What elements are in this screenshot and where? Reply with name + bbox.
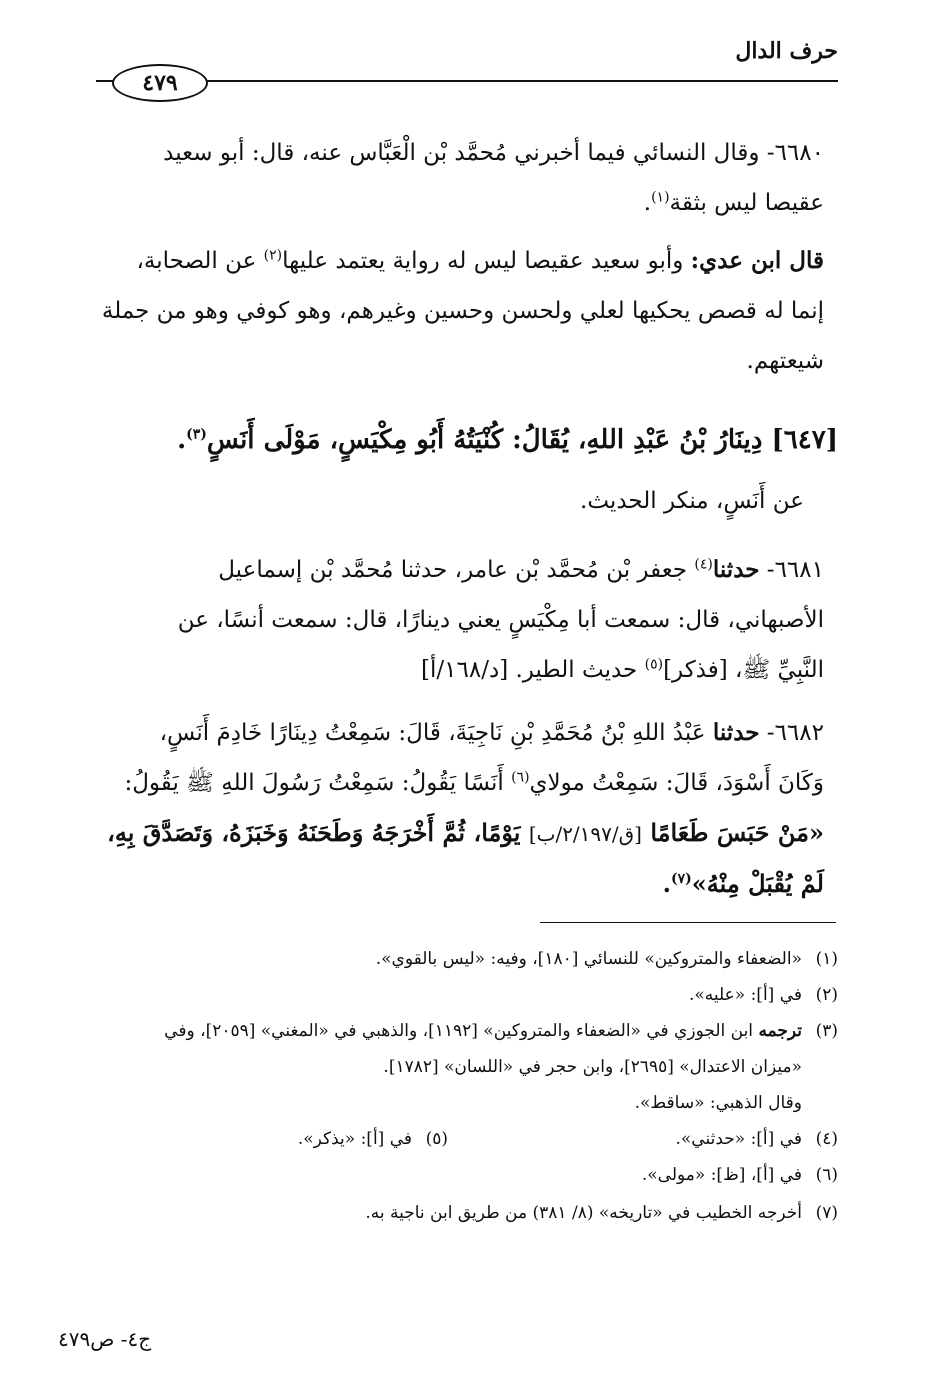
footnote-2-text: في [أ]: «عليه». <box>688 985 802 1005</box>
footnote-3-line3: وقال الذهبي: «ساقط». <box>634 1093 802 1113</box>
entry-647-heading: [٦٤٧] دِينَارُ بْنُ عَبْدِ اللهِ، يُقَالُ: كُنْيَتُهُ أَبُو مِكْيَسٍ، مَوْلَى أَنَسٍ$^{(٣)}$. <box>177 425 838 455</box>
footnote-ref-5[interactable]: (٥) <box>644 656 664 673</box>
footnote-2-number: (٢) <box>815 985 838 1005</box>
entry-647 <box>52 415 838 465</box>
footnote-7-text: أخرجه الخطيب في «تاريخه» (٨/ ٣٨١) من طريق ابن ناجية به. <box>365 1203 802 1223</box>
paragraph-6680-text: عقيصا ليس بثقة <box>669 190 824 216</box>
footnote-3-text: ابن الجوزي في «الضعفاء والمتروكين» [١١٩٢]، والذهبي في «المغني» [٢٠٥٩]، وفي <box>164 1021 754 1041</box>
footnote-6-number: (٦) <box>815 1165 838 1185</box>
footnote-1 <box>376 948 838 970</box>
paragraph-6681 <box>52 545 824 695</box>
footnote-3-label: ترجمه <box>758 1021 802 1041</box>
footnote-ref-1[interactable]: (١) <box>651 189 670 206</box>
footnote-5-number: (٥) <box>425 1129 448 1149</box>
footnote-ref-6[interactable]: (٦) <box>511 769 530 786</box>
hadith-text-end: لَمْ يُقْبَلْ مِنْهُ» <box>691 869 824 898</box>
footnote-ref-3[interactable]: (٣) <box>186 426 207 443</box>
paragraph-6681-line1 <box>52 545 824 595</box>
paragraph-6680-line1: ٦٦٨٠- وقال النسائي فيما أخبرني مُحمَّد بْن الْعَبَّاس عنه، قال: أبو سعيد <box>163 140 824 166</box>
paragraph-6681-text3a: النَّبِيِّ ﷺ، [فذكر] <box>663 657 824 683</box>
paragraph-6682-text1: عَبْدُ اللهِ بْنُ مُحَمَّدِ بْنِ نَاجِيَةَ، قَالَ: سَمِعْتُ دِينَارًا خَادِمَ أَنَسٍ، <box>159 720 706 746</box>
ibn-adi-line2: إنما له قصص يحكيها لعلي ولحسن وحسين وغيرهم، وهو كوفي وهو من جملة <box>101 298 824 324</box>
ibn-adi-line1 <box>52 236 824 286</box>
paragraph-6680-line2: عقيصا ليس بثقة$^{(١)}$. <box>643 189 824 216</box>
paragraph-6682-line3 <box>52 808 824 859</box>
paragraph-6681-label: حدثنا <box>712 556 760 583</box>
paragraph-6682-label: حدثنا <box>712 719 760 746</box>
footnote-3-line2: «ميزان الاعتدال» [٢٦٩٥]، وابن حجر في «اللسان» [١٧٨٢]. <box>383 1057 802 1077</box>
footnote-3-number: (٣) <box>815 1021 838 1041</box>
ibn-adi-label: قال ابن عدي: <box>690 247 824 274</box>
paragraph-6681-line3 <box>52 645 824 695</box>
footnote-2 <box>689 984 838 1006</box>
ibn-adi-text2: عن الصحابة، <box>136 248 257 274</box>
paragraph-6681-text3b: حديث الطير. [د/١٦٨/أ] <box>421 657 638 683</box>
paragraph-6681-line2: الأصبهاني، قال: سمعت أبا مِكْيَسٍ يعني دينارًا، قال: سمعت أنسًا، عن <box>177 607 824 633</box>
footnote-ref-2[interactable]: (٢) <box>263 247 283 264</box>
manuscript-ref: [ق/٢/١٩٧/ب] <box>528 822 642 846</box>
paragraph-6680 <box>52 128 824 228</box>
footnote-6 <box>642 1164 838 1186</box>
footnote-5 <box>298 1128 448 1150</box>
paragraph-6681-number: ٦٦٨١- <box>766 557 824 583</box>
footnote-7-number: (٧) <box>815 1203 838 1223</box>
paragraph-6682-line2 <box>52 758 824 808</box>
footnote-ref-4[interactable]: (٤) <box>694 556 713 573</box>
footnote-4 <box>676 1128 839 1150</box>
footnote-1-number: (١) <box>815 949 838 969</box>
footnote-ref-7[interactable]: (٧) <box>671 871 692 887</box>
paragraph-6682-text2b: أَنَسًا يَقُولُ: سَمِعْتُ رَسُولَ اللهِ ﷺ يَقُولُ: <box>124 770 504 796</box>
paragraph-6682-line4: لَمْ يُقْبَلْ مِنْهُ»$^{(٧)}$. <box>662 869 824 898</box>
ibn-adi-text1: وأبو سعيد عقيصا ليس له رواية يعتمد عليها <box>282 248 684 274</box>
paragraph-6682-text2a: وَكَانَ أَسْوَدَ، قَالَ: سَمِعْتُ مولاي <box>529 770 824 796</box>
hadith-text-part2: يَوْمًا، ثُمَّ أَخْرَجَهُ وَطَحَنَهُ وَخَبَزَهُ، وَتَصَدَّقَ بِهِ، <box>107 818 521 847</box>
hadith-text-part1: «مَنْ حَبَسَ طَعَامًا <box>650 818 824 847</box>
footnote-3 <box>164 1020 838 1042</box>
ibn-adi-line3: شيعتهم. <box>746 348 824 374</box>
page-number-badge: ٤٧٩ <box>112 64 208 102</box>
entry-647-verdict: عن أَنَسٍ، منكر الحديث. <box>580 488 804 514</box>
paragraph-ibn-adi <box>52 236 824 386</box>
footnote-1-text: «الضعفاء والمتروكين» للنسائي [١٨٠]، وفيه: «ليس بالقوي». <box>375 949 802 969</box>
footnote-7 <box>365 1202 838 1224</box>
chapter-header-title: حرف الدال <box>735 38 838 64</box>
footnotes-divider <box>540 922 836 923</box>
footnote-4-number: (٤) <box>815 1129 838 1149</box>
paragraph-6682 <box>52 708 824 909</box>
footnote-4-text: في [أ]: «حدثني». <box>675 1129 802 1149</box>
footnote-5-text: في [أ]: «يذكر». <box>297 1129 412 1149</box>
footnote-6-text: في [أ]، [ظ]: «مولى». <box>641 1165 802 1185</box>
entry-647-title: [٦٤٧] دِينَارُ بْنُ عَبْدِ اللهِ، يُقَالُ: كُنْيَتُهُ أَبُو مِكْيَسٍ، مَوْلَى أَنَسٍ <box>206 425 838 455</box>
page-footer: ج٤- ص٤٧٩ <box>58 1327 152 1351</box>
paragraph-6682-line1 <box>52 708 824 758</box>
paragraph-6681-text1: جعفر بْن مُحمَّد بْن عامر، حدثنا مُحمَّد بْن إسماعيل <box>218 557 688 583</box>
paragraph-6682-number: ٦٦٨٢- <box>766 720 824 746</box>
